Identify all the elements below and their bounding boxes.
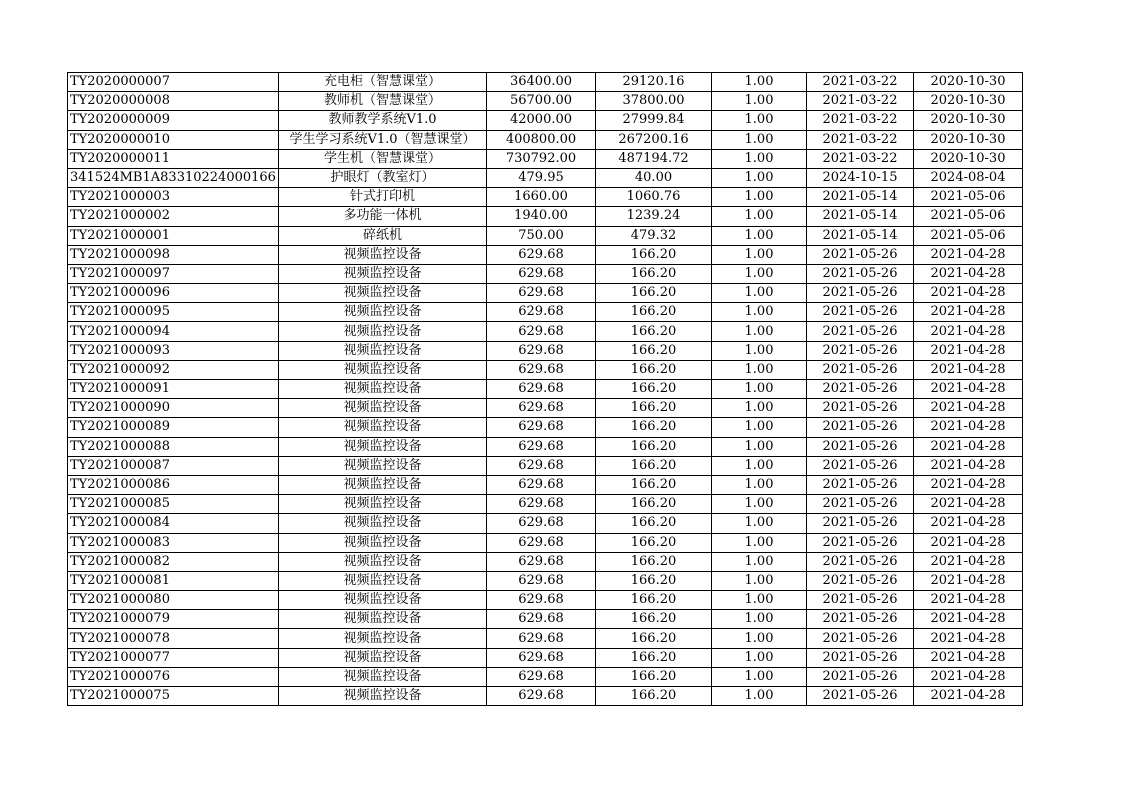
asset-code-cell: TY2021000093 — [68, 341, 279, 360]
table-row — [68, 149, 1023, 168]
net-value-cell: 166.20 — [596, 629, 712, 648]
original-value-cell: 629.68 — [487, 360, 596, 379]
quantity-cell: 1.00 — [712, 168, 807, 187]
date-2-cell: 2021-04-28 — [914, 437, 1023, 456]
date-1-cell: 2021-05-14 — [807, 226, 914, 245]
asset-code-cell: TY2021000080 — [68, 591, 279, 610]
original-value-cell: 629.68 — [487, 667, 596, 686]
asset-code-cell: TY2020000009 — [68, 111, 279, 130]
date-1-cell: 2021-05-26 — [807, 610, 914, 629]
asset-code-cell: TY2021000077 — [68, 648, 279, 667]
asset-code-cell: TY2021000082 — [68, 552, 279, 571]
quantity-cell: 1.00 — [712, 73, 807, 92]
table-row — [68, 322, 1023, 341]
net-value-cell: 166.20 — [596, 552, 712, 571]
date-2-cell: 2020-10-30 — [914, 130, 1023, 149]
table-row — [68, 226, 1023, 245]
date-2-cell: 2020-10-30 — [914, 92, 1023, 111]
asset-code-cell: TY2020000007 — [68, 73, 279, 92]
table-row — [68, 303, 1023, 322]
original-value-cell: 479.95 — [487, 168, 596, 187]
asset-code-cell: TY2021000087 — [68, 456, 279, 475]
net-value-cell: 267200.16 — [596, 130, 712, 149]
date-2-cell: 2021-04-28 — [914, 399, 1023, 418]
net-value-cell: 166.20 — [596, 514, 712, 533]
quantity-cell: 1.00 — [712, 552, 807, 571]
date-2-cell: 2021-04-28 — [914, 610, 1023, 629]
table-row — [68, 571, 1023, 590]
asset-code-cell: TY2021000092 — [68, 360, 279, 379]
date-1-cell: 2021-05-26 — [807, 456, 914, 475]
date-1-cell: 2021-05-26 — [807, 533, 914, 552]
quantity-cell: 1.00 — [712, 437, 807, 456]
net-value-cell: 166.20 — [596, 475, 712, 494]
date-1-cell: 2021-03-22 — [807, 111, 914, 130]
original-value-cell: 629.68 — [487, 495, 596, 514]
net-value-cell: 166.20 — [596, 380, 712, 399]
date-2-cell: 2021-04-28 — [914, 514, 1023, 533]
table-row — [68, 341, 1023, 360]
original-value-cell: 629.68 — [487, 303, 596, 322]
asset-name-cell: 视频监控设备 — [279, 380, 487, 399]
original-value-cell: 629.68 — [487, 687, 596, 706]
quantity-cell: 1.00 — [712, 284, 807, 303]
asset-name-cell: 视频监控设备 — [279, 437, 487, 456]
original-value-cell: 1660.00 — [487, 188, 596, 207]
original-value-cell: 629.68 — [487, 514, 596, 533]
asset-name-cell: 视频监控设备 — [279, 264, 487, 283]
date-2-cell: 2024-08-04 — [914, 168, 1023, 187]
asset-name-cell: 视频监控设备 — [279, 629, 487, 648]
table-row — [68, 610, 1023, 629]
table-row — [68, 73, 1023, 92]
date-2-cell: 2021-04-28 — [914, 667, 1023, 686]
net-value-cell: 166.20 — [596, 495, 712, 514]
date-1-cell: 2021-05-26 — [807, 571, 914, 590]
date-1-cell: 2021-05-26 — [807, 629, 914, 648]
date-1-cell: 2021-05-26 — [807, 322, 914, 341]
date-1-cell: 2021-05-26 — [807, 418, 914, 437]
date-1-cell: 2021-05-26 — [807, 591, 914, 610]
quantity-cell: 1.00 — [712, 418, 807, 437]
quantity-cell: 1.00 — [712, 456, 807, 475]
table-row — [68, 648, 1023, 667]
asset-name-cell: 学生学习系统V1.0（智慧课堂） — [279, 130, 487, 149]
asset-name-cell: 针式打印机 — [279, 188, 487, 207]
date-2-cell: 2021-04-28 — [914, 495, 1023, 514]
asset-name-cell: 视频监控设备 — [279, 245, 487, 264]
asset-name-cell: 视频监控设备 — [279, 284, 487, 303]
net-value-cell: 166.20 — [596, 341, 712, 360]
date-2-cell: 2020-10-30 — [914, 73, 1023, 92]
quantity-cell: 1.00 — [712, 514, 807, 533]
date-1-cell: 2021-05-26 — [807, 360, 914, 379]
date-2-cell: 2021-04-28 — [914, 264, 1023, 283]
net-value-cell: 166.20 — [596, 456, 712, 475]
asset-code-cell: TY2020000008 — [68, 92, 279, 111]
net-value-cell: 166.20 — [596, 284, 712, 303]
original-value-cell: 629.68 — [487, 380, 596, 399]
table-row — [68, 591, 1023, 610]
asset-name-cell: 视频监控设备 — [279, 552, 487, 571]
table-row — [68, 360, 1023, 379]
original-value-cell: 56700.00 — [487, 92, 596, 111]
original-value-cell: 42000.00 — [487, 111, 596, 130]
date-2-cell: 2021-04-28 — [914, 456, 1023, 475]
asset-code-cell: TY2021000076 — [68, 667, 279, 686]
asset-name-cell: 视频监控设备 — [279, 322, 487, 341]
asset-code-cell: TY2021000075 — [68, 687, 279, 706]
asset-table — [67, 72, 1023, 706]
quantity-cell: 1.00 — [712, 687, 807, 706]
net-value-cell: 166.20 — [596, 245, 712, 264]
table-row — [68, 456, 1023, 475]
asset-name-cell: 多功能一体机 — [279, 207, 487, 226]
asset-code-cell: TY2021000095 — [68, 303, 279, 322]
quantity-cell: 1.00 — [712, 207, 807, 226]
quantity-cell: 1.00 — [712, 341, 807, 360]
original-value-cell: 629.68 — [487, 284, 596, 303]
asset-code-cell: TY2021000083 — [68, 533, 279, 552]
original-value-cell: 629.68 — [487, 341, 596, 360]
quantity-cell: 1.00 — [712, 92, 807, 111]
asset-code-cell: 341524MB1A83310224000166 — [68, 168, 279, 187]
date-1-cell: 2021-05-26 — [807, 284, 914, 303]
asset-code-cell: TY2021000002 — [68, 207, 279, 226]
date-2-cell: 2020-10-30 — [914, 111, 1023, 130]
date-1-cell: 2021-05-26 — [807, 245, 914, 264]
original-value-cell: 629.68 — [487, 571, 596, 590]
quantity-cell: 1.00 — [712, 111, 807, 130]
table-row — [68, 514, 1023, 533]
asset-name-cell: 视频监控设备 — [279, 687, 487, 706]
asset-code-cell: TY2021000089 — [68, 418, 279, 437]
quantity-cell: 1.00 — [712, 130, 807, 149]
asset-name-cell: 视频监控设备 — [279, 610, 487, 629]
date-1-cell: 2021-05-26 — [807, 380, 914, 399]
date-1-cell: 2021-05-26 — [807, 475, 914, 494]
date-2-cell: 2021-05-06 — [914, 207, 1023, 226]
date-1-cell: 2021-05-26 — [807, 264, 914, 283]
net-value-cell: 166.20 — [596, 322, 712, 341]
quantity-cell: 1.00 — [712, 495, 807, 514]
table-row — [68, 495, 1023, 514]
asset-name-cell: 充电柜（智慧课堂） — [279, 73, 487, 92]
net-value-cell: 166.20 — [596, 418, 712, 437]
net-value-cell: 166.20 — [596, 591, 712, 610]
original-value-cell: 36400.00 — [487, 73, 596, 92]
table-row — [68, 168, 1023, 187]
net-value-cell: 166.20 — [596, 533, 712, 552]
asset-code-cell: TY2020000011 — [68, 149, 279, 168]
net-value-cell: 29120.16 — [596, 73, 712, 92]
date-1-cell: 2021-05-26 — [807, 552, 914, 571]
asset-code-cell: TY2021000001 — [68, 226, 279, 245]
quantity-cell: 1.00 — [712, 629, 807, 648]
date-2-cell: 2021-04-28 — [914, 571, 1023, 590]
original-value-cell: 629.68 — [487, 418, 596, 437]
date-2-cell: 2021-04-28 — [914, 533, 1023, 552]
net-value-cell: 40.00 — [596, 168, 712, 187]
net-value-cell: 1060.76 — [596, 188, 712, 207]
quantity-cell: 1.00 — [712, 149, 807, 168]
asset-code-cell: TY2021000084 — [68, 514, 279, 533]
asset-name-cell: 视频监控设备 — [279, 475, 487, 494]
asset-name-cell: 视频监控设备 — [279, 418, 487, 437]
date-2-cell: 2021-04-28 — [914, 322, 1023, 341]
date-2-cell: 2021-04-28 — [914, 284, 1023, 303]
date-1-cell: 2021-05-14 — [807, 188, 914, 207]
table-row — [68, 92, 1023, 111]
table-row — [68, 667, 1023, 686]
quantity-cell: 1.00 — [712, 399, 807, 418]
date-2-cell: 2021-04-28 — [914, 629, 1023, 648]
original-value-cell: 629.68 — [487, 264, 596, 283]
asset-code-cell: TY2021000085 — [68, 495, 279, 514]
net-value-cell: 479.32 — [596, 226, 712, 245]
date-2-cell: 2021-05-06 — [914, 226, 1023, 245]
asset-code-cell: TY2021000091 — [68, 380, 279, 399]
net-value-cell: 37800.00 — [596, 92, 712, 111]
asset-name-cell: 视频监控设备 — [279, 648, 487, 667]
asset-code-cell: TY2021000003 — [68, 188, 279, 207]
original-value-cell: 629.68 — [487, 437, 596, 456]
table-row — [68, 245, 1023, 264]
asset-code-cell: TY2021000079 — [68, 610, 279, 629]
date-1-cell: 2021-05-26 — [807, 495, 914, 514]
quantity-cell: 1.00 — [712, 571, 807, 590]
table-row — [68, 475, 1023, 494]
asset-name-cell: 视频监控设备 — [279, 303, 487, 322]
date-2-cell: 2021-04-28 — [914, 552, 1023, 571]
original-value-cell: 629.68 — [487, 591, 596, 610]
original-value-cell: 750.00 — [487, 226, 596, 245]
table-row — [68, 284, 1023, 303]
asset-name-cell: 视频监控设备 — [279, 341, 487, 360]
asset-code-cell: TY2021000096 — [68, 284, 279, 303]
asset-name-cell: 护眼灯（教室灯） — [279, 168, 487, 187]
table-row — [68, 629, 1023, 648]
asset-name-cell: 视频监控设备 — [279, 571, 487, 590]
date-2-cell: 2021-04-28 — [914, 380, 1023, 399]
original-value-cell: 1940.00 — [487, 207, 596, 226]
quantity-cell: 1.00 — [712, 648, 807, 667]
asset-table-body — [68, 73, 1023, 706]
net-value-cell: 166.20 — [596, 264, 712, 283]
date-2-cell: 2021-04-28 — [914, 360, 1023, 379]
quantity-cell: 1.00 — [712, 667, 807, 686]
date-1-cell: 2021-05-26 — [807, 341, 914, 360]
quantity-cell: 1.00 — [712, 188, 807, 207]
net-value-cell: 166.20 — [596, 437, 712, 456]
asset-code-cell: TY2021000086 — [68, 475, 279, 494]
net-value-cell: 166.20 — [596, 571, 712, 590]
original-value-cell: 629.68 — [487, 456, 596, 475]
net-value-cell: 166.20 — [596, 667, 712, 686]
quantity-cell: 1.00 — [712, 322, 807, 341]
asset-code-cell: TY2021000090 — [68, 399, 279, 418]
net-value-cell: 166.20 — [596, 648, 712, 667]
original-value-cell: 629.68 — [487, 610, 596, 629]
date-1-cell: 2021-05-26 — [807, 667, 914, 686]
table-row — [68, 207, 1023, 226]
quantity-cell: 1.00 — [712, 226, 807, 245]
date-1-cell: 2021-05-26 — [807, 399, 914, 418]
original-value-cell: 629.68 — [487, 533, 596, 552]
asset-name-cell: 碎纸机 — [279, 226, 487, 245]
table-row — [68, 380, 1023, 399]
date-1-cell: 2021-03-22 — [807, 73, 914, 92]
original-value-cell: 400800.00 — [487, 130, 596, 149]
table-row — [68, 130, 1023, 149]
asset-name-cell: 教师机（智慧课堂） — [279, 92, 487, 111]
asset-name-cell: 视频监控设备 — [279, 667, 487, 686]
date-2-cell: 2021-04-28 — [914, 341, 1023, 360]
net-value-cell: 1239.24 — [596, 207, 712, 226]
original-value-cell: 629.68 — [487, 399, 596, 418]
asset-name-cell: 教师教学系统V1.0 — [279, 111, 487, 130]
asset-code-cell: TY2021000081 — [68, 571, 279, 590]
original-value-cell: 629.68 — [487, 648, 596, 667]
asset-name-cell: 视频监控设备 — [279, 456, 487, 475]
asset-name-cell: 视频监控设备 — [279, 533, 487, 552]
net-value-cell: 487194.72 — [596, 149, 712, 168]
original-value-cell: 629.68 — [487, 629, 596, 648]
date-2-cell: 2020-10-30 — [914, 149, 1023, 168]
quantity-cell: 1.00 — [712, 303, 807, 322]
date-2-cell: 2021-04-28 — [914, 475, 1023, 494]
net-value-cell: 166.20 — [596, 303, 712, 322]
date-2-cell: 2021-04-28 — [914, 687, 1023, 706]
asset-code-cell: TY2021000078 — [68, 629, 279, 648]
quantity-cell: 1.00 — [712, 245, 807, 264]
quantity-cell: 1.00 — [712, 360, 807, 379]
table-row — [68, 533, 1023, 552]
asset-name-cell: 学生机（智慧课堂） — [279, 149, 487, 168]
quantity-cell: 1.00 — [712, 380, 807, 399]
date-1-cell: 2024-10-15 — [807, 168, 914, 187]
date-2-cell: 2021-04-28 — [914, 648, 1023, 667]
asset-name-cell: 视频监控设备 — [279, 514, 487, 533]
table-row — [68, 399, 1023, 418]
date-2-cell: 2021-05-06 — [914, 188, 1023, 207]
net-value-cell: 166.20 — [596, 610, 712, 629]
date-1-cell: 2021-05-26 — [807, 303, 914, 322]
date-2-cell: 2021-04-28 — [914, 245, 1023, 264]
asset-name-cell: 视频监控设备 — [279, 591, 487, 610]
date-2-cell: 2021-04-28 — [914, 303, 1023, 322]
table-row — [68, 687, 1023, 706]
net-value-cell: 166.20 — [596, 687, 712, 706]
table-row — [68, 111, 1023, 130]
net-value-cell: 166.20 — [596, 360, 712, 379]
original-value-cell: 629.68 — [487, 475, 596, 494]
quantity-cell: 1.00 — [712, 533, 807, 552]
asset-name-cell: 视频监控设备 — [279, 399, 487, 418]
date-1-cell: 2021-03-22 — [807, 130, 914, 149]
date-1-cell: 2021-05-26 — [807, 687, 914, 706]
quantity-cell: 1.00 — [712, 475, 807, 494]
table-row — [68, 264, 1023, 283]
original-value-cell: 629.68 — [487, 322, 596, 341]
original-value-cell: 730792.00 — [487, 149, 596, 168]
date-2-cell: 2021-04-28 — [914, 591, 1023, 610]
original-value-cell: 629.68 — [487, 245, 596, 264]
date-1-cell: 2021-05-26 — [807, 648, 914, 667]
date-1-cell: 2021-03-22 — [807, 149, 914, 168]
table-row — [68, 437, 1023, 456]
asset-name-cell: 视频监控设备 — [279, 360, 487, 379]
quantity-cell: 1.00 — [712, 610, 807, 629]
asset-code-cell: TY2021000094 — [68, 322, 279, 341]
quantity-cell: 1.00 — [712, 591, 807, 610]
date-1-cell: 2021-05-14 — [807, 207, 914, 226]
date-1-cell: 2021-05-26 — [807, 437, 914, 456]
asset-code-cell: TY2020000010 — [68, 130, 279, 149]
net-value-cell: 27999.84 — [596, 111, 712, 130]
table-row — [68, 188, 1023, 207]
date-1-cell: 2021-03-22 — [807, 92, 914, 111]
original-value-cell: 629.68 — [487, 552, 596, 571]
date-2-cell: 2021-04-28 — [914, 418, 1023, 437]
table-row — [68, 552, 1023, 571]
asset-code-cell: TY2021000088 — [68, 437, 279, 456]
table-row — [68, 418, 1023, 437]
asset-code-cell: TY2021000098 — [68, 245, 279, 264]
asset-code-cell: TY2021000097 — [68, 264, 279, 283]
quantity-cell: 1.00 — [712, 264, 807, 283]
net-value-cell: 166.20 — [596, 399, 712, 418]
asset-name-cell: 视频监控设备 — [279, 495, 487, 514]
date-1-cell: 2021-05-26 — [807, 514, 914, 533]
